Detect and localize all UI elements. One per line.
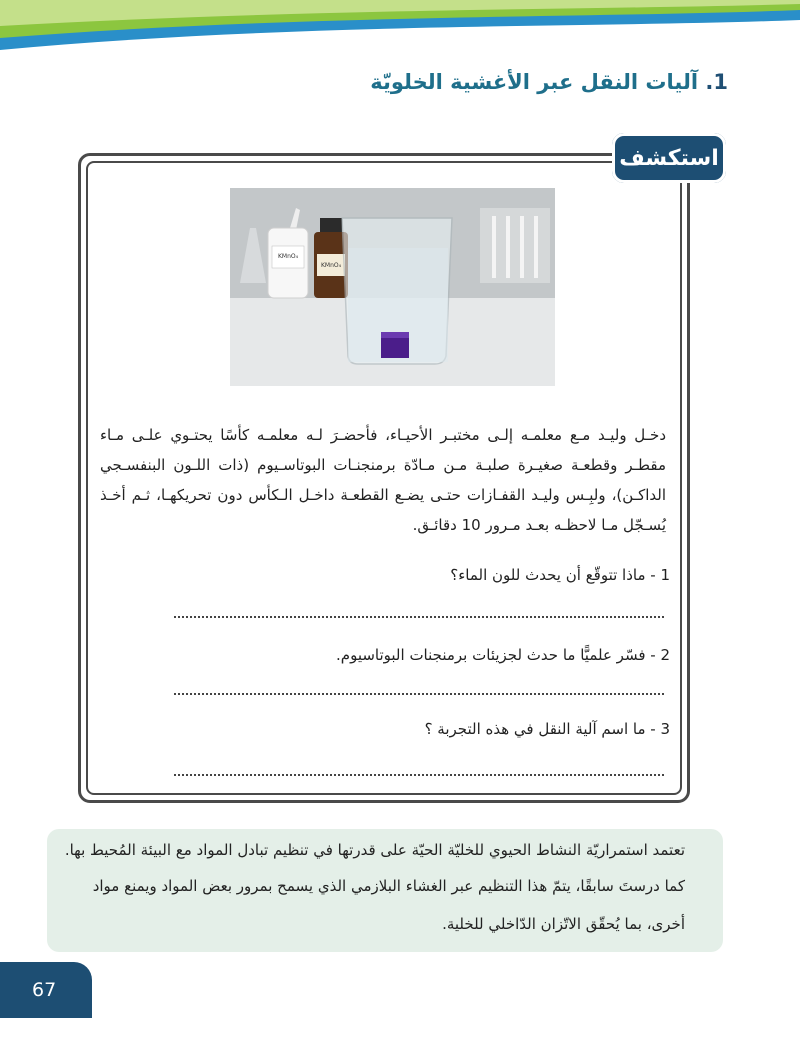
answer-line-3[interactable] bbox=[174, 774, 664, 776]
info-line-3: أخرى، بما يُحقّق الاتّزان الدّاخلي للخلية. bbox=[442, 915, 685, 933]
section-title bbox=[128, 70, 728, 94]
section-title-text: آليات النقل عبر الأغشية الخلويّة bbox=[370, 70, 699, 94]
header-wave-decoration bbox=[0, 0, 800, 60]
experiment-paragraph: دخـل وليـد مـع معلمـه إلـى مختبـر الأحيـاء، فأحضـرَ لـه معلمـه كأسًا يحتـوي علـى مـاء مقطـر وقطعـة صغيـرة صلبـة مـن مـادّة برمنجنـات البوتاسـيوم (ذات اللـون البنفسـجي الداكـن)، ولبِـس وليـد القفـازات حتـى يضـع القطعـة داخـل الـكأس دون تحريكهـا، ثـم أخـذ يُسـجّل مـا لاحظـه بعـد مـرور 10 دقائـق. bbox=[100, 426, 666, 534]
question-1: 1 - ماذا تتوقّع أن يحدث للون الماء؟ bbox=[450, 566, 670, 584]
info-line-2: كما درستَ سابقًا، يتمّ هذا التنظيم عبر الغشاء البلازمي الذي يسمح بمرور بعض المواد ويمنع مواد bbox=[92, 877, 685, 895]
experiment-photo bbox=[230, 188, 555, 386]
beaker-illustration bbox=[230, 188, 555, 386]
section-number: 1. bbox=[705, 70, 728, 94]
answer-line-1[interactable] bbox=[174, 616, 664, 618]
question-2: 2 - فسّر علميًّا ما حدث لجزيئات برمنجنات البوتاسيوم. bbox=[336, 646, 670, 664]
answer-line-2[interactable] bbox=[174, 693, 664, 695]
bottle-label-2: KMnO₄ bbox=[320, 262, 342, 269]
bottle-label-1: KMnO₄ bbox=[277, 253, 299, 260]
explore-badge: استكشف bbox=[612, 133, 726, 183]
page-number: 67 bbox=[0, 962, 92, 1018]
info-box bbox=[47, 829, 723, 952]
info-line-1: تعتمد استمراريّة النشاط الحيوي للخليّة الحيّة على قدرتها في تنظيم تبادل المواد مع البيئة المُحيط بها. bbox=[64, 841, 685, 859]
question-3: 3 - ما اسم آلية النقل في هذه التجربة ؟ bbox=[424, 720, 670, 738]
